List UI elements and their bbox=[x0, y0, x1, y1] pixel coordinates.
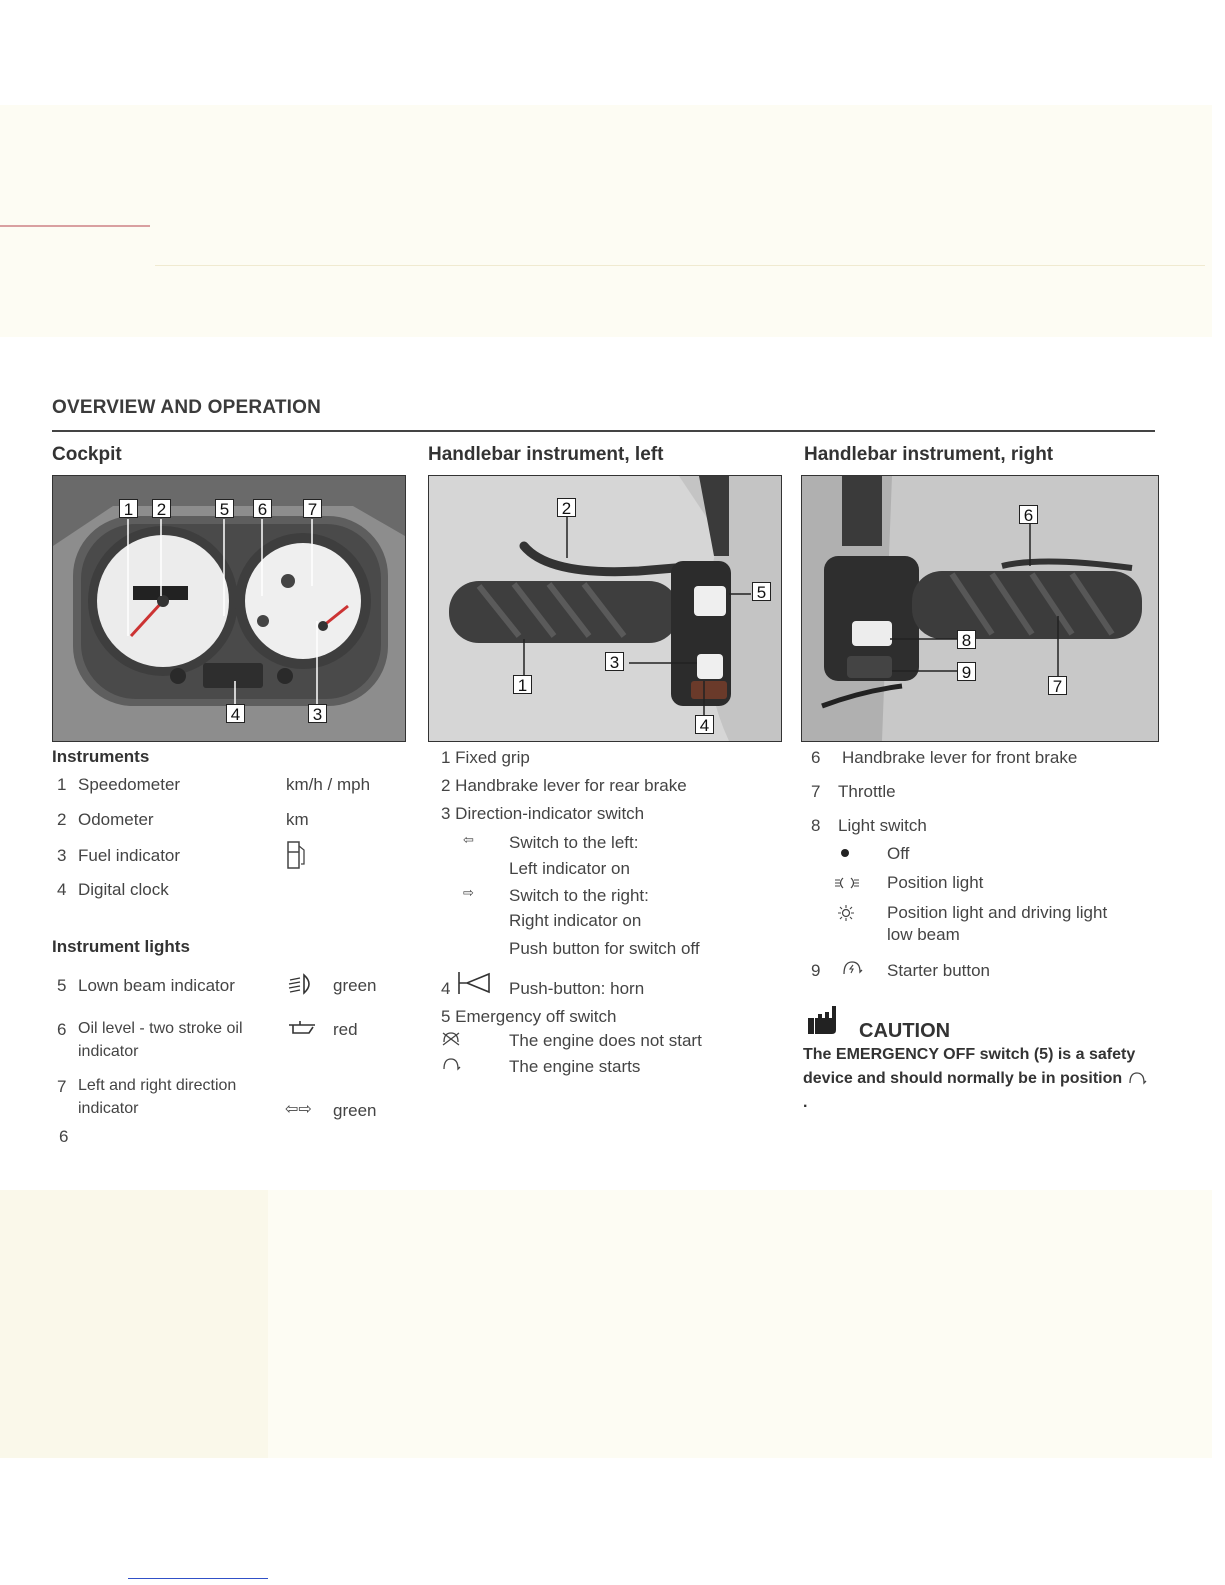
horn-text: Push-button: horn bbox=[509, 979, 645, 998]
left-item: 2 Handbrake lever for rear brake bbox=[441, 776, 687, 795]
light-label: Left and right direction bbox=[78, 1077, 237, 1094]
instrument-label: Digital clock bbox=[78, 880, 169, 899]
instruments-heading: Instruments bbox=[52, 747, 150, 766]
callout-odometer: 2 bbox=[152, 499, 171, 518]
driving-light-icon bbox=[837, 904, 855, 922]
bottom-link-underline bbox=[128, 1578, 268, 1579]
light-color: green bbox=[333, 976, 377, 995]
dir-left-line1: Switch to the left: bbox=[509, 833, 639, 852]
right-item-num: 8 bbox=[811, 816, 821, 835]
callout-direction-switch: 3 bbox=[605, 652, 624, 671]
starter-num: 9 bbox=[811, 961, 821, 980]
callout-speedometer: 1 bbox=[119, 499, 138, 518]
engine-on-icon bbox=[441, 1056, 461, 1072]
left-handlebar-title: Handlebar instrument, left bbox=[428, 444, 664, 465]
caution-body: The EMERGENCY OFF switch (5) is a safety device and should normally be in position bbox=[803, 1046, 1136, 1087]
light-color: red bbox=[333, 1020, 358, 1039]
callout-direction: 7 bbox=[303, 499, 322, 518]
page-title: OVERVIEW AND OPERATION bbox=[52, 397, 322, 418]
light-off-text: Off bbox=[887, 844, 910, 863]
right-item-num: 6 bbox=[811, 748, 821, 767]
light-label: Oil level - two stroke oil bbox=[78, 1020, 243, 1037]
instrument-label: Odometer bbox=[78, 810, 154, 829]
left-handlebar-photo bbox=[428, 475, 782, 742]
callout-low-beam: 5 bbox=[215, 499, 234, 518]
light-label-cont: indicator bbox=[78, 1100, 139, 1117]
starter-text: Starter button bbox=[887, 961, 991, 980]
page-number: 6 bbox=[59, 1127, 69, 1146]
instrument-num: 1 bbox=[57, 775, 67, 794]
instrument-num: 4 bbox=[57, 880, 67, 899]
right-item-num: 7 bbox=[811, 782, 821, 801]
callout-starter: 9 bbox=[957, 662, 976, 681]
instrument-num: 3 bbox=[57, 846, 67, 865]
callout-horn: 4 bbox=[695, 715, 714, 734]
dir-right-line1: Switch to the right: bbox=[509, 886, 649, 905]
callout-oil-level: 6 bbox=[253, 499, 272, 518]
light-label-cont: indicator bbox=[78, 1043, 139, 1060]
arrow-right-icon: ⇨ bbox=[463, 885, 474, 900]
position-light-icon bbox=[834, 876, 860, 890]
callout-fuel: 3 bbox=[308, 704, 327, 723]
horn-num: 4 bbox=[441, 979, 451, 998]
callout-emergency-switch: 5 bbox=[752, 582, 771, 601]
top-faint-rule bbox=[155, 265, 1205, 266]
arrow-left-icon: ⇦ bbox=[463, 832, 474, 847]
header-divider bbox=[52, 430, 1155, 432]
instrument-num: 2 bbox=[57, 810, 67, 829]
emergency-heading: 5 Emergency off switch bbox=[441, 1007, 617, 1026]
top-background-band bbox=[0, 105, 1212, 337]
top-rule-mark bbox=[0, 225, 150, 227]
lights-heading: Instrument lights bbox=[52, 937, 190, 956]
horn-icon bbox=[457, 970, 493, 996]
instrument-label: Fuel indicator bbox=[78, 846, 181, 865]
light-driving-line1: Position light and driving light bbox=[887, 903, 1108, 922]
starter-icon bbox=[841, 959, 863, 977]
dir-left-line2: Left indicator on bbox=[509, 859, 630, 878]
hand-caution-icon bbox=[806, 1004, 844, 1038]
right-handlebar-title: Handlebar instrument, right bbox=[804, 444, 1054, 465]
light-position-text: Position light bbox=[887, 873, 984, 892]
engine-on-icon bbox=[1127, 1071, 1149, 1085]
instrument-unit: km bbox=[286, 810, 309, 829]
callout-fixed-grip: 1 bbox=[513, 675, 532, 694]
right-item-text: Light switch bbox=[838, 816, 927, 835]
fuel-pump-icon bbox=[287, 838, 307, 870]
caution-title: CAUTION bbox=[859, 1020, 951, 1042]
off-dot-icon bbox=[840, 848, 850, 858]
oil-can-icon bbox=[285, 1018, 319, 1036]
right-item-text: Handbrake lever for front brake bbox=[842, 748, 1078, 767]
callout-front-brake: 6 bbox=[1019, 505, 1038, 524]
instrument-label: Speedometer bbox=[78, 775, 181, 794]
dir-right-line2: Right indicator on bbox=[509, 911, 642, 930]
right-item-text: Throttle bbox=[838, 782, 896, 801]
right-handlebar-photo bbox=[801, 475, 1159, 742]
callout-throttle: 7 bbox=[1048, 676, 1067, 695]
engine-off-icon bbox=[441, 1030, 461, 1046]
push-off-text: Push button for switch off bbox=[509, 939, 700, 958]
left-item: 1 Fixed grip bbox=[441, 748, 530, 767]
callout-light-switch: 8 bbox=[957, 630, 976, 649]
low-beam-icon bbox=[286, 972, 316, 996]
caution-text bbox=[803, 1043, 1153, 1115]
bottom-background-band bbox=[0, 1190, 1212, 1458]
light-num: 7 bbox=[57, 1077, 67, 1096]
light-num: 6 bbox=[57, 1020, 67, 1039]
cockpit-title: Cockpit bbox=[52, 444, 122, 465]
callout-clock: 4 bbox=[226, 704, 245, 723]
bottom-shade-block bbox=[0, 1190, 268, 1458]
direction-arrows-icon: ⇦⇨ bbox=[285, 1101, 312, 1118]
light-label: Lown beam indicator bbox=[78, 976, 235, 995]
light-num: 5 bbox=[57, 976, 67, 995]
engine-off-text: The engine does not start bbox=[509, 1031, 702, 1050]
left-item: 3 Direction-indicator switch bbox=[441, 804, 645, 823]
engine-on-text: The engine starts bbox=[509, 1057, 641, 1076]
cockpit-photo bbox=[52, 475, 406, 742]
instrument-unit: km/h / mph bbox=[286, 775, 371, 794]
light-driving-line2: low beam bbox=[887, 925, 960, 944]
caution-end: . bbox=[803, 1094, 808, 1111]
callout-rear-brake: 2 bbox=[557, 498, 576, 517]
light-color: green bbox=[333, 1101, 377, 1120]
